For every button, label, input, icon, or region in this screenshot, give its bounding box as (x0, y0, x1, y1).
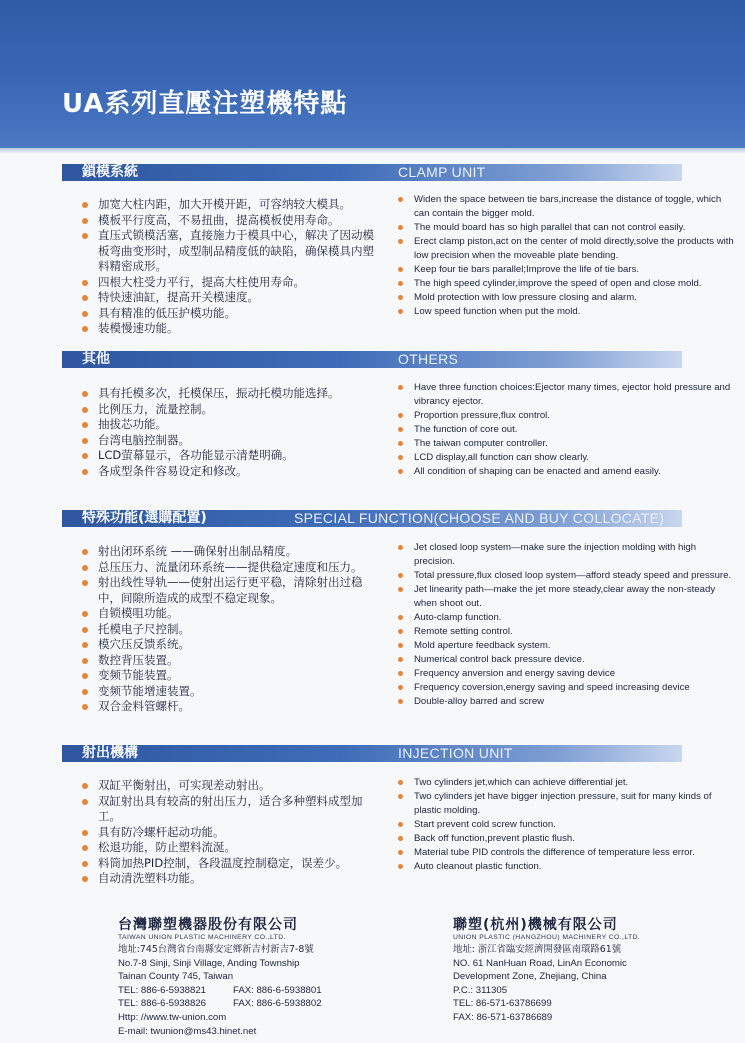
injection-en-list (398, 776, 738, 874)
section-title-en: CLAMP UNIT (398, 164, 486, 180)
list-item: 料筒加热PID控制，各段温度控制稳定，误差少。 (82, 856, 374, 872)
section-title-cn: 射出機構 (82, 745, 138, 761)
list-item: 双合金料管螺杆。 (82, 699, 374, 715)
list-item: 台湾电脑控制器。 (82, 433, 374, 449)
fax-number: FAX: 886-6-5938801 (233, 984, 322, 996)
list-item: 加宽大柱内距，加大开模开距，可容纳较大模具。 (82, 197, 374, 213)
list-item: Numerical control back pressure device. (398, 653, 738, 667)
company-name-en: TAIWAN UNION PLASTIC MACHINERY CO.,LTD. (118, 934, 286, 941)
list-item: Double-alloy barred and screw (398, 695, 738, 709)
postal-code: P.C.: 311305 (453, 984, 508, 996)
company-name-cn: 台灣聯塑機器股份有限公司 (118, 917, 298, 933)
list-item: 比例压力，流量控制。 (82, 402, 374, 418)
list-item: 变频节能装置。 (82, 668, 374, 684)
section-title-cn: 鎖模系統 (82, 164, 138, 180)
list-item: 模穴压反馈系统。 (82, 637, 374, 653)
list-item: 装模慢速功能。 (82, 321, 374, 337)
list-item: LCD萤幕显示，各功能显示清楚明确。 (82, 448, 374, 464)
fax-number: FAX: 886-6-5938802 (233, 998, 322, 1010)
list-item: The taiwan computer controller. (398, 437, 738, 451)
page-title: UA系列直壓注塑機特點 (62, 89, 348, 119)
special-en-list (398, 541, 738, 709)
list-item: The function of core out. (398, 423, 738, 437)
list-item: 总压压力、流量闭环系统——提供稳定速度和压力。 (82, 560, 374, 576)
list-item: 托模电子尺控制。 (82, 622, 374, 638)
list-item: 数控背压装置。 (82, 653, 374, 669)
list-item: 变频节能增速装置。 (82, 684, 374, 700)
list-item: 四根大柱受力平行，提高大柱使用寿命。 (82, 275, 374, 291)
footer-company-hangzhou (453, 917, 713, 1025)
list-item: Two cylinders jet,which can achieve differential jet. (398, 776, 738, 790)
list-item: 模板平行度高，不易扭曲，提高模板使用寿命。 (82, 213, 374, 229)
section-band-others (62, 351, 682, 368)
fax-number: FAX: 86-571-63786689 (453, 1011, 553, 1023)
list-item: Material tube PID controls the difference of temperature less error. (398, 846, 738, 860)
list-item: Erect clamp piston,act on the center of mold directly,solve the products with low precision when the moveable plate bending. (398, 235, 738, 263)
others-cn-list (82, 386, 374, 479)
list-item: 双缸射出具有较高的射出压力，适合多种塑料成型加工。 (82, 794, 374, 825)
section-title-en: SPECIAL FUNCTION(CHOOSE AND BUY COLLOCATE) (294, 510, 665, 526)
list-item: Mold protection with low pressure closing and alarm. (398, 291, 738, 305)
clamp-cn-list (82, 197, 374, 337)
list-item: Low speed function when put the mold. (398, 305, 738, 319)
section-title-en: INJECTION UNIT (398, 745, 513, 761)
list-item: Keep four tie bars parallel;Improve the life of tie bars. (398, 263, 738, 277)
list-item: Total pressure,flux closed loop system—afford steady speed and pressure. (398, 569, 738, 583)
address-en-line-2: Development Zone, Zhejiang, China (453, 971, 607, 983)
list-item: Start prevent cold screw function. (398, 818, 738, 832)
website-url: Http: //www.tw-union.com (118, 1011, 227, 1023)
section-title-en: OTHERS (398, 351, 459, 367)
list-item: Widen the space between tie bars,increase the distance of toggle, which can contain the bigger mold. (398, 193, 738, 221)
list-item: Proportion pressure,flux control. (398, 409, 738, 423)
tel-number: TEL: 886-6-5938821 (118, 984, 207, 996)
list-item: Jet linearity path—make the jet more steady,clear away the non-steady when shoot out. (398, 583, 738, 611)
list-item: Auto-clamp function. (398, 611, 738, 625)
tel-fax-row (118, 984, 388, 998)
list-item: All condition of shaping can be enacted and amend easily. (398, 465, 738, 479)
list-item: 各成型条件容易设定和修改。 (82, 464, 374, 480)
list-item: Auto cleanout plastic function. (398, 860, 738, 874)
section-title-cn: 特殊功能(選購配置) (82, 510, 207, 526)
footer-company-taiwan (118, 917, 388, 1038)
list-item: The high speed cylinder,improve the speed of open and close mold. (398, 277, 738, 291)
others-en-list (398, 381, 738, 479)
list-item: Have three function choices:Ejector many times, ejector hold pressure and vibrancy ejector. (398, 381, 738, 409)
tel-fax-row (118, 997, 388, 1011)
injection-cn-list (82, 778, 374, 887)
list-item: The mould board has so high parallel that can not control easily. (398, 221, 738, 235)
list-item: Two cylinders jet have bigger injection pressure, suit for many kinds of plastic molding. (398, 790, 738, 818)
list-item: Back off function,prevent plastic flush. (398, 832, 738, 846)
list-item: 具有精准的低压护模功能。 (82, 306, 374, 322)
address-en-line-2: Tainan County 745, Taiwan (118, 971, 234, 983)
address-en-line-1: No.7-8 Sinji, Sinji Village, Anding Township (118, 957, 300, 969)
clamp-en-list (398, 193, 738, 319)
list-item: 自锁模咀功能。 (82, 606, 374, 622)
address-en-line-1: NO. 61 NanHuan Road, LinAn Economic (453, 957, 627, 969)
list-item: LCD display,all function can show clearly. (398, 451, 738, 465)
email-address: E-mail: twunion@ms43.hinet.net (118, 1025, 257, 1037)
list-item: 双缸平衡射出，可实现差动射出。 (82, 778, 374, 794)
list-item: Frequency coversion,energy saving and speed increasing device (398, 681, 738, 695)
list-item: 特快速油缸，提高开关模速度。 (82, 290, 374, 306)
list-item: Mold aperture feedback system. (398, 639, 738, 653)
company-name-cn: 聯塑(杭州)機械有限公司 (453, 917, 618, 933)
list-item: Remote setting control. (398, 625, 738, 639)
address-cn: 地址:745台灣省台南縣安定鄉新吉村新吉7-8號 (118, 944, 314, 955)
list-item: 抽拔芯功能。 (82, 417, 374, 433)
list-item: 射出线性导轨——使射出运行更平稳，清除射出过稳中，间隙所造成的成型不稳定现象。 (82, 575, 374, 606)
list-item: 具有防冷螺杆起动功能。 (82, 825, 374, 841)
section-title-cn: 其他 (82, 351, 110, 367)
special-cn-list (82, 544, 374, 715)
tel-number: TEL: 886-6-5938826 (118, 998, 207, 1010)
section-band-special (62, 510, 682, 527)
header-banner (0, 0, 745, 148)
header-shade (0, 148, 745, 154)
list-item: 松退功能，防止塑料流涎。 (82, 840, 374, 856)
list-item: 射出闭环系统 ——确保射出制品精度。 (82, 544, 374, 560)
tel-number: TEL: 86-571-63786699 (453, 998, 552, 1010)
list-item: 具有托模多次，托模保压，振动托模功能选择。 (82, 386, 374, 402)
list-item: 直压式锁模活塞，直接施力于模具中心，解决了因动模板弯曲变形时，成型制品精度低的缺陷，确保模具内塑料精密成形。 (82, 228, 374, 275)
company-name-en: UNION PLASTIC (HANGZHOU) MACHINERY CO.,LTD. (453, 934, 641, 941)
list-item: 自动清洗塑料功能。 (82, 871, 374, 887)
list-item: Frequency anversion and energy saving device (398, 667, 738, 681)
section-band-injection (62, 745, 682, 762)
list-item: Jet closed loop system—make sure the injection molding with high precision. (398, 541, 738, 569)
section-band-clamp (62, 164, 682, 181)
address-cn: 地址: 浙江省臨安經濟開發區南環路61號 (453, 944, 622, 955)
